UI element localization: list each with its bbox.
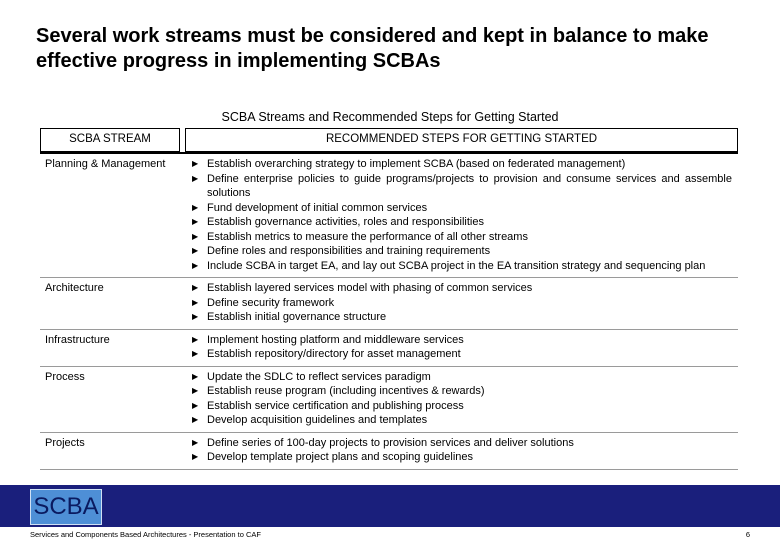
right-triangle-bullet-icon: ▶ [192, 371, 199, 381]
right-triangle-bullet-icon: ▶ [192, 173, 199, 183]
right-triangle-bullet-icon: ▶ [192, 231, 199, 241]
table-header-row [40, 128, 738, 152]
right-triangle-bullet-icon: ▶ [192, 260, 199, 270]
right-triangle-bullet-icon: ▶ [192, 217, 199, 226]
step-item [192, 172, 732, 201]
right-triangle-bullet-icon: ▶ [192, 400, 199, 410]
step-item [192, 157, 732, 172]
step-item [192, 215, 732, 230]
right-triangle-bullet-icon: ▶ [192, 415, 199, 424]
step-text: Establish repository/directory for asset management [207, 348, 461, 360]
stream-column-header: SCBA STREAM [40, 128, 180, 152]
right-triangle-bullet-icon: ▶ [192, 246, 199, 255]
steps-list [186, 154, 738, 277]
page-number: 6 [745, 530, 750, 539]
step-text: Establish service certification and publishing process [207, 399, 464, 412]
step-text: Define series of 100-day projects to provision services and deliver solutions [207, 436, 574, 449]
right-triangle-bullet-icon: ▶ [192, 297, 199, 307]
stream-name: Planning & Management [45, 158, 166, 170]
footer-bar [0, 485, 780, 527]
stream-name: Architecture [45, 282, 104, 294]
streams-table [40, 128, 738, 470]
step-text: Update the SDLC to reflect services paradigm [207, 370, 431, 383]
step-text: Develop template project plans and scoping guidelines [207, 451, 474, 463]
right-triangle-bullet-icon: ▶ [192, 312, 199, 321]
step-item [192, 281, 732, 296]
table-row [40, 433, 738, 470]
step-item [192, 333, 732, 348]
step-item [192, 436, 732, 451]
stream-name: Infrastructure [45, 333, 110, 346]
step-item [192, 310, 732, 325]
step-text: Implement hosting platform and middleware services [207, 333, 464, 346]
right-triangle-bullet-icon: ▶ [192, 349, 199, 358]
step-item [192, 347, 732, 362]
steps-list [186, 278, 738, 329]
step-text: Include SCBA in target EA, and lay out SCBA project in the EA transition strategy and sequencing plan [207, 259, 706, 272]
step-text: Define roles and responsibilities and training requirements [207, 245, 491, 257]
step-item [192, 450, 732, 465]
step-text: Establish reuse program (including incentives & rewards) [207, 385, 485, 397]
table-title: SCBA Streams and Recommended Steps for Getting Started [221, 110, 559, 124]
right-triangle-bullet-icon: ▶ [192, 159, 199, 168]
scba-logo: SCBA [30, 489, 102, 525]
step-text: Establish governance activities, roles and responsibilities [207, 216, 484, 228]
step-item [192, 259, 732, 274]
step-item [192, 370, 732, 385]
right-triangle-bullet-icon: ▶ [192, 386, 199, 395]
stream-name: Projects [45, 436, 85, 449]
step-text: Define enterprise policies to guide programs/projects to provision and consume services and assemble solutions [207, 172, 732, 199]
step-text: Establish layered services model with phasing of common services [207, 282, 533, 294]
step-text: Develop acquisition guidelines and templates [207, 414, 428, 426]
step-text: Establish initial governance structure [207, 311, 387, 323]
stream-name: Process [45, 370, 85, 383]
step-text: Establish metrics to measure the performance of all other streams [207, 230, 528, 243]
step-item [192, 244, 732, 259]
step-item [192, 384, 732, 399]
step-item [192, 399, 732, 414]
table-body [40, 152, 738, 470]
table-row [40, 330, 738, 367]
step-item [192, 230, 732, 245]
table-row [40, 152, 738, 278]
right-triangle-bullet-icon: ▶ [192, 452, 199, 461]
right-triangle-bullet-icon: ▶ [192, 202, 199, 212]
table-row [40, 367, 738, 433]
step-text: Fund development of initial common services [207, 201, 428, 214]
step-item [192, 413, 732, 428]
right-triangle-bullet-icon: ▶ [192, 283, 199, 292]
steps-list [186, 330, 738, 366]
step-text: Establish overarching strategy to implement SCBA (based on federated management) [207, 158, 626, 170]
footer-text: Services and Components Based Architectures - Presentation to CAF [30, 530, 261, 539]
steps-column-header: RECOMMENDED STEPS FOR GETTING STARTED [185, 128, 738, 152]
steps-list [186, 367, 738, 432]
table-row [40, 278, 738, 330]
right-triangle-bullet-icon: ▶ [192, 437, 199, 447]
steps-list [186, 433, 738, 469]
step-item [192, 201, 732, 216]
step-item [192, 296, 732, 311]
step-text: Define security framework [207, 296, 335, 309]
slide-title: Several work streams must be considered and kept in balance to make effective progress in implementing SCBAs [36, 25, 709, 72]
right-triangle-bullet-icon: ▶ [192, 334, 199, 344]
